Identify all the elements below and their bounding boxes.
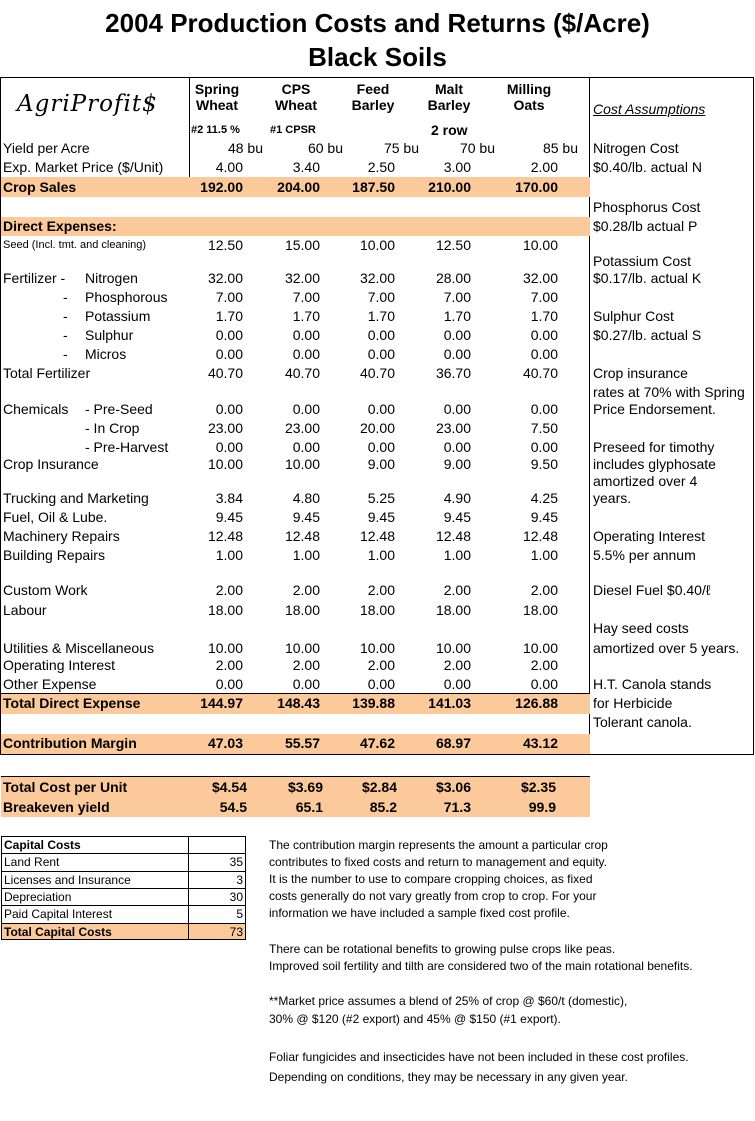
assumption-line: years. bbox=[593, 490, 632, 506]
cell-0: 2.00 bbox=[215, 582, 243, 598]
assumption-line: Sulphur Cost bbox=[593, 308, 674, 324]
cell-0: 3.84 bbox=[215, 490, 243, 506]
cell-3: 9.45 bbox=[443, 509, 471, 525]
page-subtitle: Black Soils bbox=[308, 42, 447, 72]
cell-3: 0.00 bbox=[443, 676, 471, 692]
cell-1: 2.00 bbox=[292, 657, 320, 673]
row-label: Trucking and Marketing bbox=[3, 490, 149, 506]
assumption-line: Potassium Cost bbox=[593, 253, 692, 269]
cell-0: 18.00 bbox=[207, 602, 243, 618]
note-line: The contribution margin represents the amount a particular crop bbox=[269, 838, 608, 852]
cell-3: 1.70 bbox=[443, 308, 471, 324]
note-line: Improved soil fertility and tilth are considered two of the main rotational benefits. bbox=[269, 959, 693, 973]
cell-0: 12.48 bbox=[207, 528, 243, 544]
capital-item-value: 30 bbox=[229, 889, 243, 904]
row-label: Other Expense bbox=[3, 676, 97, 692]
summary-cell-1: $3.69 bbox=[287, 779, 323, 795]
summary-cell-0: $4.54 bbox=[211, 779, 247, 795]
cell-3: 0.00 bbox=[443, 346, 471, 362]
cell-2: 18.00 bbox=[359, 602, 395, 618]
cell-1: 0.00 bbox=[292, 439, 320, 455]
cell-2: 47.62 bbox=[359, 735, 395, 751]
cell-4: 126.88 bbox=[515, 695, 558, 711]
cell-2: 1.70 bbox=[367, 308, 395, 324]
assumption-line: Hay seed costs bbox=[593, 620, 689, 636]
cell-2: 9.45 bbox=[367, 509, 395, 525]
cell-4: 7.00 bbox=[530, 289, 558, 305]
note-line: **Market price assumes a blend of 25% of crop @ $60/t (domestic), bbox=[269, 994, 628, 1008]
cell-4: 0.00 bbox=[530, 439, 558, 455]
summary-cell-2: 85.2 bbox=[369, 799, 397, 815]
cell-4: 18.00 bbox=[522, 602, 558, 618]
summary-cell-3: $3.06 bbox=[435, 779, 471, 795]
cell-2: 1.00 bbox=[367, 547, 395, 563]
row-label: - bbox=[63, 327, 68, 343]
cell-1: 0.00 bbox=[292, 327, 320, 343]
cell-4: 1.70 bbox=[530, 308, 558, 324]
cell-0: 1.70 bbox=[215, 308, 243, 324]
cell-0: 48 bu bbox=[227, 140, 263, 156]
cell-4: 0.00 bbox=[530, 346, 558, 362]
crop-header-feed-barley: Feed Barley bbox=[351, 81, 395, 113]
cell-0: 23.00 bbox=[207, 420, 243, 436]
row-label: Chemicals bbox=[3, 401, 69, 417]
cell-1: 10.00 bbox=[284, 640, 320, 656]
cell-3: 2.00 bbox=[443, 657, 471, 673]
assumption-line: Phosphorus Cost bbox=[593, 199, 701, 215]
cell-1: 0.00 bbox=[292, 401, 320, 417]
cell-1: 0.00 bbox=[292, 346, 320, 362]
cell-4: 85 bu bbox=[542, 140, 578, 156]
cell-3: 68.97 bbox=[435, 735, 471, 751]
cell-0: 0.00 bbox=[215, 401, 243, 417]
cell-1: 1.70 bbox=[292, 308, 320, 324]
cell-0: 4.00 bbox=[215, 159, 243, 175]
cell-4: 0.00 bbox=[530, 327, 558, 343]
cell-1: 12.48 bbox=[284, 528, 320, 544]
cell-0: 144.97 bbox=[200, 695, 243, 711]
assumption-line: rates at 70% with Spring bbox=[593, 384, 745, 400]
cell-3: 23.00 bbox=[435, 420, 471, 436]
cell-2: 139.88 bbox=[352, 695, 395, 711]
cell-1: 7.00 bbox=[292, 289, 320, 305]
crop-header-malt-barley: Malt Barley bbox=[427, 81, 471, 113]
note-line: contributes to fixed costs and return to management and equity. bbox=[269, 855, 607, 869]
note-line: There can be rotational benefits to growing pulse crops like peas. bbox=[269, 942, 616, 956]
capital-header: Capital Costs bbox=[4, 838, 81, 852]
row-sublabel: Phosphorous bbox=[85, 289, 168, 305]
crop-header-cps-wheat: CPS Wheat bbox=[275, 81, 317, 113]
cell-4: 10.00 bbox=[522, 237, 558, 253]
row-sublabel: Micros bbox=[85, 346, 127, 362]
crop-subheader-cps-wheat: #1 CPSR bbox=[270, 124, 316, 136]
summary-cell-0: 54.5 bbox=[219, 799, 247, 815]
cell-1: 10.00 bbox=[284, 456, 320, 472]
capital-rule bbox=[1, 905, 246, 906]
note-line: It is the number to use to compare cropping choices, as fixed bbox=[269, 872, 593, 886]
capital-item-value: 35 bbox=[229, 855, 243, 870]
cell-1: 2.00 bbox=[292, 582, 320, 598]
assumption-line: for Herbicide bbox=[593, 695, 673, 711]
cell-0: 7.00 bbox=[215, 289, 243, 305]
cell-4: 0.00 bbox=[530, 676, 558, 692]
cell-0: 0.00 bbox=[215, 346, 243, 362]
assumption-line: Preseed for timothy bbox=[593, 439, 715, 455]
row-label: Total Fertilizer bbox=[3, 365, 91, 381]
cell-2: 187.50 bbox=[352, 179, 395, 195]
cell-1: 3.40 bbox=[292, 159, 320, 175]
assumption-line: Diesel Fuel $0.40/ℓ bbox=[593, 582, 711, 598]
row-label: Fertilizer - bbox=[3, 270, 66, 286]
row-label: Operating Interest bbox=[3, 657, 116, 673]
row-sublabel: Sulphur bbox=[85, 327, 134, 343]
capital-item-value: 3 bbox=[236, 872, 243, 887]
cell-3: 1.00 bbox=[443, 547, 471, 563]
summary-label: Total Cost per Unit bbox=[3, 779, 128, 795]
assumption-line: $0.28/lb actual P bbox=[593, 218, 698, 234]
summary-cell-4: 99.9 bbox=[528, 799, 556, 815]
row-label: Building Repairs bbox=[3, 547, 105, 563]
row-label: - bbox=[63, 346, 68, 362]
cell-3: 10.00 bbox=[435, 640, 471, 656]
cell-0: 32.00 bbox=[207, 270, 243, 286]
cell-4: 9.50 bbox=[530, 456, 558, 472]
row-label: Machinery Repairs bbox=[3, 528, 120, 544]
row-sublabel: - In Crop bbox=[85, 420, 140, 436]
crop-subheader-spring-wheat: #2 11.5 % bbox=[191, 124, 240, 136]
cell-4: 2.00 bbox=[530, 582, 558, 598]
row-label: Utilities & Miscellaneous bbox=[3, 640, 154, 656]
cell-3: 70 bu bbox=[459, 140, 495, 156]
cell-4: 10.00 bbox=[522, 640, 558, 656]
capital-item-label: Land Rent bbox=[4, 855, 60, 870]
cell-4: 170.00 bbox=[515, 179, 558, 195]
cell-1: 0.00 bbox=[292, 676, 320, 692]
capital-item-label: Paid Capital Interest bbox=[4, 907, 113, 922]
crop-header-spring-wheat: Spring Wheat bbox=[194, 81, 240, 113]
cell-0: 192.00 bbox=[200, 179, 243, 195]
cell-3: 210.00 bbox=[428, 179, 471, 195]
row-label: - bbox=[63, 289, 68, 305]
cell-3: 2.00 bbox=[443, 582, 471, 598]
assumption-line: includes glyphosate bbox=[593, 456, 716, 472]
assumption-line: amortized over 4 bbox=[593, 473, 698, 489]
note-line: Foliar fungicides and insecticides have not been included in these cost profiles. bbox=[269, 1050, 689, 1064]
cell-4: 32.00 bbox=[522, 270, 558, 286]
summary-cell-1: 65.1 bbox=[295, 799, 323, 815]
cell-4: 7.50 bbox=[530, 420, 558, 436]
assumption-line: amortized over 5 years. bbox=[593, 640, 740, 656]
cell-1: 32.00 bbox=[284, 270, 320, 286]
assumption-line: $0.27/lb. actual S bbox=[593, 327, 702, 343]
cell-2: 75 bu bbox=[383, 140, 419, 156]
cell-4: 9.45 bbox=[530, 509, 558, 525]
capital-rule bbox=[1, 923, 246, 924]
cell-0: 0.00 bbox=[215, 676, 243, 692]
capital-rule bbox=[1, 888, 246, 889]
capital-item-label: Depreciation bbox=[4, 889, 72, 904]
cell-3: 4.90 bbox=[443, 490, 471, 506]
row-label: Contribution Margin bbox=[3, 735, 137, 751]
row-label: Labour bbox=[3, 602, 47, 618]
cell-2: 9.00 bbox=[367, 456, 395, 472]
cell-3: 18.00 bbox=[435, 602, 471, 618]
cell-2: 2.00 bbox=[367, 657, 395, 673]
cell-1: 55.57 bbox=[284, 735, 320, 751]
cell-4: 40.70 bbox=[522, 365, 558, 381]
cell-0: 47.03 bbox=[207, 735, 243, 751]
row-label: Direct Expenses: bbox=[3, 218, 117, 234]
cell-0: 9.45 bbox=[215, 509, 243, 525]
cell-2: 0.00 bbox=[367, 439, 395, 455]
assumption-line: $0.40/lb. actual N bbox=[593, 159, 702, 175]
capital-total-label: Total Capital Costs bbox=[4, 924, 112, 939]
cell-3: 12.50 bbox=[435, 237, 471, 253]
crop-subheader-malt-barley: 2 row bbox=[431, 122, 468, 138]
row-label: Fuel, Oil & Lube. bbox=[3, 509, 108, 525]
cell-4: 43.12 bbox=[522, 735, 558, 751]
cell-3: 12.48 bbox=[435, 528, 471, 544]
cell-2: 12.48 bbox=[359, 528, 395, 544]
summary-label: Breakeven yield bbox=[3, 799, 110, 815]
row-label: Custom Work bbox=[3, 582, 88, 598]
cell-3: 0.00 bbox=[443, 401, 471, 417]
cell-4: 4.25 bbox=[530, 490, 558, 506]
cell-3: 0.00 bbox=[443, 327, 471, 343]
note-line: Depending on conditions, they may be necessary in any given year. bbox=[269, 1070, 628, 1084]
crop-header-milling-oats: Milling Oats bbox=[506, 81, 552, 113]
cell-1: 1.00 bbox=[292, 547, 320, 563]
cell-0: 10.00 bbox=[207, 456, 243, 472]
cell-1: 204.00 bbox=[277, 179, 320, 195]
capital-total-value: 73 bbox=[229, 924, 243, 939]
cell-2: 40.70 bbox=[359, 365, 395, 381]
row-label: Yield per Acre bbox=[3, 140, 90, 156]
cell-3: 36.70 bbox=[435, 365, 471, 381]
cell-2: 10.00 bbox=[359, 237, 395, 253]
row-label: - bbox=[63, 308, 68, 324]
cell-2: 2.00 bbox=[367, 582, 395, 598]
row-label: Crop Insurance bbox=[3, 456, 99, 472]
page-title: 2004 Production Costs and Returns ($/Acre) bbox=[105, 8, 650, 38]
row-sublabel: Nitrogen bbox=[85, 270, 138, 286]
cell-1: 9.45 bbox=[292, 509, 320, 525]
cell-1: 40.70 bbox=[284, 365, 320, 381]
cell-1: 15.00 bbox=[284, 237, 320, 253]
assumption-line: Tolerant canola. bbox=[593, 714, 692, 730]
cell-1: 4.80 bbox=[292, 490, 320, 506]
cell-3: 9.00 bbox=[443, 456, 471, 472]
cell-1: 18.00 bbox=[284, 602, 320, 618]
cell-2: 10.00 bbox=[359, 640, 395, 656]
assumption-line: $0.17/lb. actual K bbox=[593, 270, 702, 286]
assumption-line: Operating Interest bbox=[593, 528, 706, 544]
row-label: Total Direct Expense bbox=[3, 695, 141, 711]
cell-3: 141.03 bbox=[428, 695, 471, 711]
cell-0: 1.00 bbox=[215, 547, 243, 563]
cell-3: 7.00 bbox=[443, 289, 471, 305]
cell-1: 60 bu bbox=[307, 140, 343, 156]
cell-1: 148.43 bbox=[277, 695, 320, 711]
cell-0: 2.00 bbox=[215, 657, 243, 673]
capital-rule bbox=[1, 853, 246, 854]
capital-rule bbox=[1, 871, 246, 872]
cell-2: 0.00 bbox=[367, 401, 395, 417]
cell-0: 12.50 bbox=[207, 237, 243, 253]
top-border bbox=[1, 77, 754, 78]
cell-4: 2.00 bbox=[530, 159, 558, 175]
band-rule bbox=[1, 693, 590, 694]
cell-3: 3.00 bbox=[443, 159, 471, 175]
cell-3: 0.00 bbox=[443, 439, 471, 455]
summary-cell-2: $2.84 bbox=[361, 779, 397, 795]
cell-2: 0.00 bbox=[367, 676, 395, 692]
cell-0: 10.00 bbox=[207, 640, 243, 656]
cell-2: 32.00 bbox=[359, 270, 395, 286]
cell-1: 23.00 bbox=[284, 420, 320, 436]
capital-item-value: 5 bbox=[236, 907, 243, 922]
bottom-border bbox=[0, 754, 754, 755]
cell-4: 12.48 bbox=[522, 528, 558, 544]
assumption-line: 5.5% per annum bbox=[593, 547, 696, 563]
capital-item-label: Licenses and Insurance bbox=[4, 872, 131, 887]
cell-0: 40.70 bbox=[207, 365, 243, 381]
note-line: 30% @ $120 (#2 export) and 45% @ $150 (#1 export). bbox=[269, 1012, 561, 1026]
cost-assumptions-heading: Cost Assumptions bbox=[593, 101, 706, 117]
cell-0: 0.00 bbox=[215, 327, 243, 343]
cell-3: 28.00 bbox=[435, 270, 471, 286]
cell-2: 7.00 bbox=[367, 289, 395, 305]
assumption-line: H.T. Canola stands bbox=[593, 676, 712, 692]
row-sublabel: - Pre-Harvest bbox=[85, 439, 169, 455]
row-label: Crop Sales bbox=[3, 179, 77, 195]
cell-2: 20.00 bbox=[359, 420, 395, 436]
note-line: information we have included a sample fixed cost profile. bbox=[269, 906, 570, 920]
cell-2: 5.25 bbox=[367, 490, 395, 506]
summary-cell-4: $2.35 bbox=[520, 779, 556, 795]
cell-2: 2.50 bbox=[367, 159, 395, 175]
cell-2: 0.00 bbox=[367, 327, 395, 343]
cell-4: 1.00 bbox=[530, 547, 558, 563]
assumption-line: Crop insurance bbox=[593, 365, 688, 381]
cell-2: 0.00 bbox=[367, 346, 395, 362]
cell-4: 0.00 bbox=[530, 401, 558, 417]
cell-4: 2.00 bbox=[530, 657, 558, 673]
cell-0: 0.00 bbox=[215, 439, 243, 455]
row-label: Seed (Incl. tmt. and cleaning) bbox=[3, 239, 147, 251]
note-line: costs generally do not vary greatly from crop to crop. For your bbox=[269, 889, 597, 903]
row-sublabel: - Pre-Seed bbox=[85, 401, 153, 417]
row-label: Exp. Market Price ($/Unit) bbox=[3, 159, 164, 175]
assumption-line: Price Endorsement. bbox=[593, 401, 716, 417]
assumption-line: Nitrogen Cost bbox=[593, 140, 679, 156]
agriprofit-logo: AgriProfit$ bbox=[17, 91, 158, 117]
summary-cell-3: 71.3 bbox=[443, 799, 471, 815]
row-sublabel: Potassium bbox=[85, 308, 151, 324]
right-border bbox=[753, 77, 754, 755]
